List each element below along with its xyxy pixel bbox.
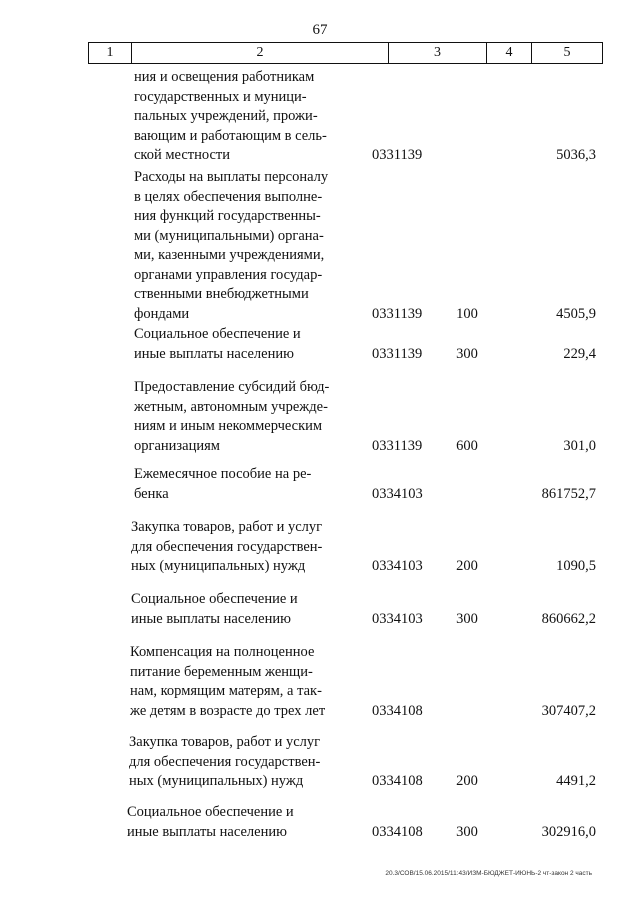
row-description [134, 465, 346, 504]
target-article-code: 0334103 [372, 558, 423, 574]
target-article-code: 0331139 [372, 437, 423, 454]
description-line: иные выплаты населению [127, 823, 287, 840]
amount-value: 5036,3 [556, 147, 596, 163]
expense-type-code: 300 [456, 610, 478, 627]
budget-row [0, 803, 640, 842]
page-number: 67 [312, 22, 328, 38]
description-line: ниям и иным некоммерческим [134, 418, 323, 434]
target-article-code: 0334108 [372, 773, 423, 789]
row-description [131, 518, 343, 577]
row-description [134, 325, 346, 364]
description-line: для обеспечения государствен- [129, 753, 321, 770]
column-header-2: 2 [132, 43, 389, 64]
description-line: же детям в возрасте до трех лет [130, 702, 326, 719]
amount-value: 861752,7 [541, 485, 596, 502]
description-line: ных (муниципальных) нужд [131, 558, 306, 574]
amount-value: 307407,2 [541, 702, 596, 719]
amount-value: 229,4 [563, 345, 596, 362]
description-line: вающим и работающим в сель- [134, 127, 327, 144]
row-description [130, 643, 342, 721]
row-description [129, 733, 341, 792]
target-article-code: 0334103 [372, 485, 423, 502]
budget-row [0, 465, 640, 504]
description-line: иные выплаты населению [131, 610, 291, 627]
expense-type-code: 200 [456, 773, 478, 789]
column-header-3: 3 [389, 43, 487, 64]
budget-row [0, 168, 640, 324]
description-line: иные выплаты населению [134, 345, 294, 362]
amount-value: 302916,0 [541, 823, 596, 840]
description-line: Социальное обеспечение и [131, 591, 298, 607]
expense-type-code: 300 [456, 345, 478, 362]
budget-row [0, 643, 640, 721]
column-header-5: 5 [532, 43, 603, 64]
description-line: нам, кормящим матерям, а так- [130, 683, 322, 699]
document-footer: 20.3/СОВ/15.06.2015/11:43/ИЗМ-БЮДЖЕТ-ИЮНЬ-2 чт-закон 2 часть [385, 870, 592, 877]
row-description [134, 168, 346, 324]
budget-row [0, 68, 640, 166]
expense-type-code: 600 [456, 437, 478, 454]
description-line: Социальное обеспечение и [134, 326, 301, 342]
expense-type-code: 300 [456, 823, 478, 840]
column-header-table [88, 42, 603, 64]
description-line: бенка [134, 485, 169, 502]
column-header-1: 1 [89, 43, 132, 64]
description-line: Расходы на выплаты персоналу [134, 169, 329, 185]
description-line: органами управления государ- [134, 266, 323, 283]
target-article-code: 0334108 [372, 823, 423, 840]
description-line: государственных и муници- [134, 88, 307, 105]
description-line: ственными внебюджетными [134, 286, 309, 302]
description-line: ных (муниципальных) нужд [129, 773, 304, 789]
description-line: пальных учреждений, прожи- [134, 108, 318, 124]
description-line: Закупка товаров, работ и услуг [131, 519, 323, 535]
row-description [134, 68, 346, 166]
column-header-4: 4 [487, 43, 532, 64]
amount-value: 1090,5 [556, 558, 596, 574]
expense-type-code: 100 [456, 305, 478, 322]
expense-type-code: 200 [456, 558, 478, 574]
budget-row [0, 518, 640, 577]
budget-row [0, 378, 640, 456]
description-line: Предоставление субсидий бюд- [134, 379, 330, 395]
target-article-code: 0334103 [372, 610, 423, 627]
description-line: питание беременным женщи- [130, 663, 313, 680]
description-line: Социальное обеспечение и [127, 804, 294, 820]
description-line: ния функций государственны- [134, 208, 321, 224]
amount-value: 301,0 [563, 437, 596, 454]
amount-value: 860662,2 [541, 610, 596, 627]
description-line: жетным, автономным учрежде- [134, 398, 328, 415]
target-article-code: 0331139 [372, 305, 423, 322]
description-line: в целях обеспечения выполне- [134, 188, 323, 205]
description-line: Закупка товаров, работ и услуг [129, 734, 321, 750]
description-line: организациям [134, 437, 220, 454]
budget-row [0, 325, 640, 364]
row-description [131, 590, 343, 629]
amount-value: 4491,2 [556, 773, 596, 789]
target-article-code: 0334108 [372, 702, 423, 719]
description-line: ния и освещения работникам [134, 69, 315, 85]
budget-row [0, 590, 640, 629]
description-line: Ежемесячное пособие на ре- [134, 466, 312, 482]
description-line: фондами [134, 305, 190, 322]
row-description [134, 378, 346, 456]
budget-row [0, 733, 640, 792]
description-line: ми, казенными учреждениями, [134, 247, 325, 263]
description-line: для обеспечения государствен- [131, 538, 323, 555]
amount-value: 4505,9 [556, 305, 596, 322]
description-line: Компенсация на полноценное [130, 644, 315, 660]
target-article-code: 0331139 [372, 345, 423, 362]
description-line: ми (муниципальными) органа- [134, 227, 324, 244]
target-article-code: 0331139 [372, 147, 423, 163]
row-description [127, 803, 339, 842]
description-line: ской местности [134, 147, 231, 163]
